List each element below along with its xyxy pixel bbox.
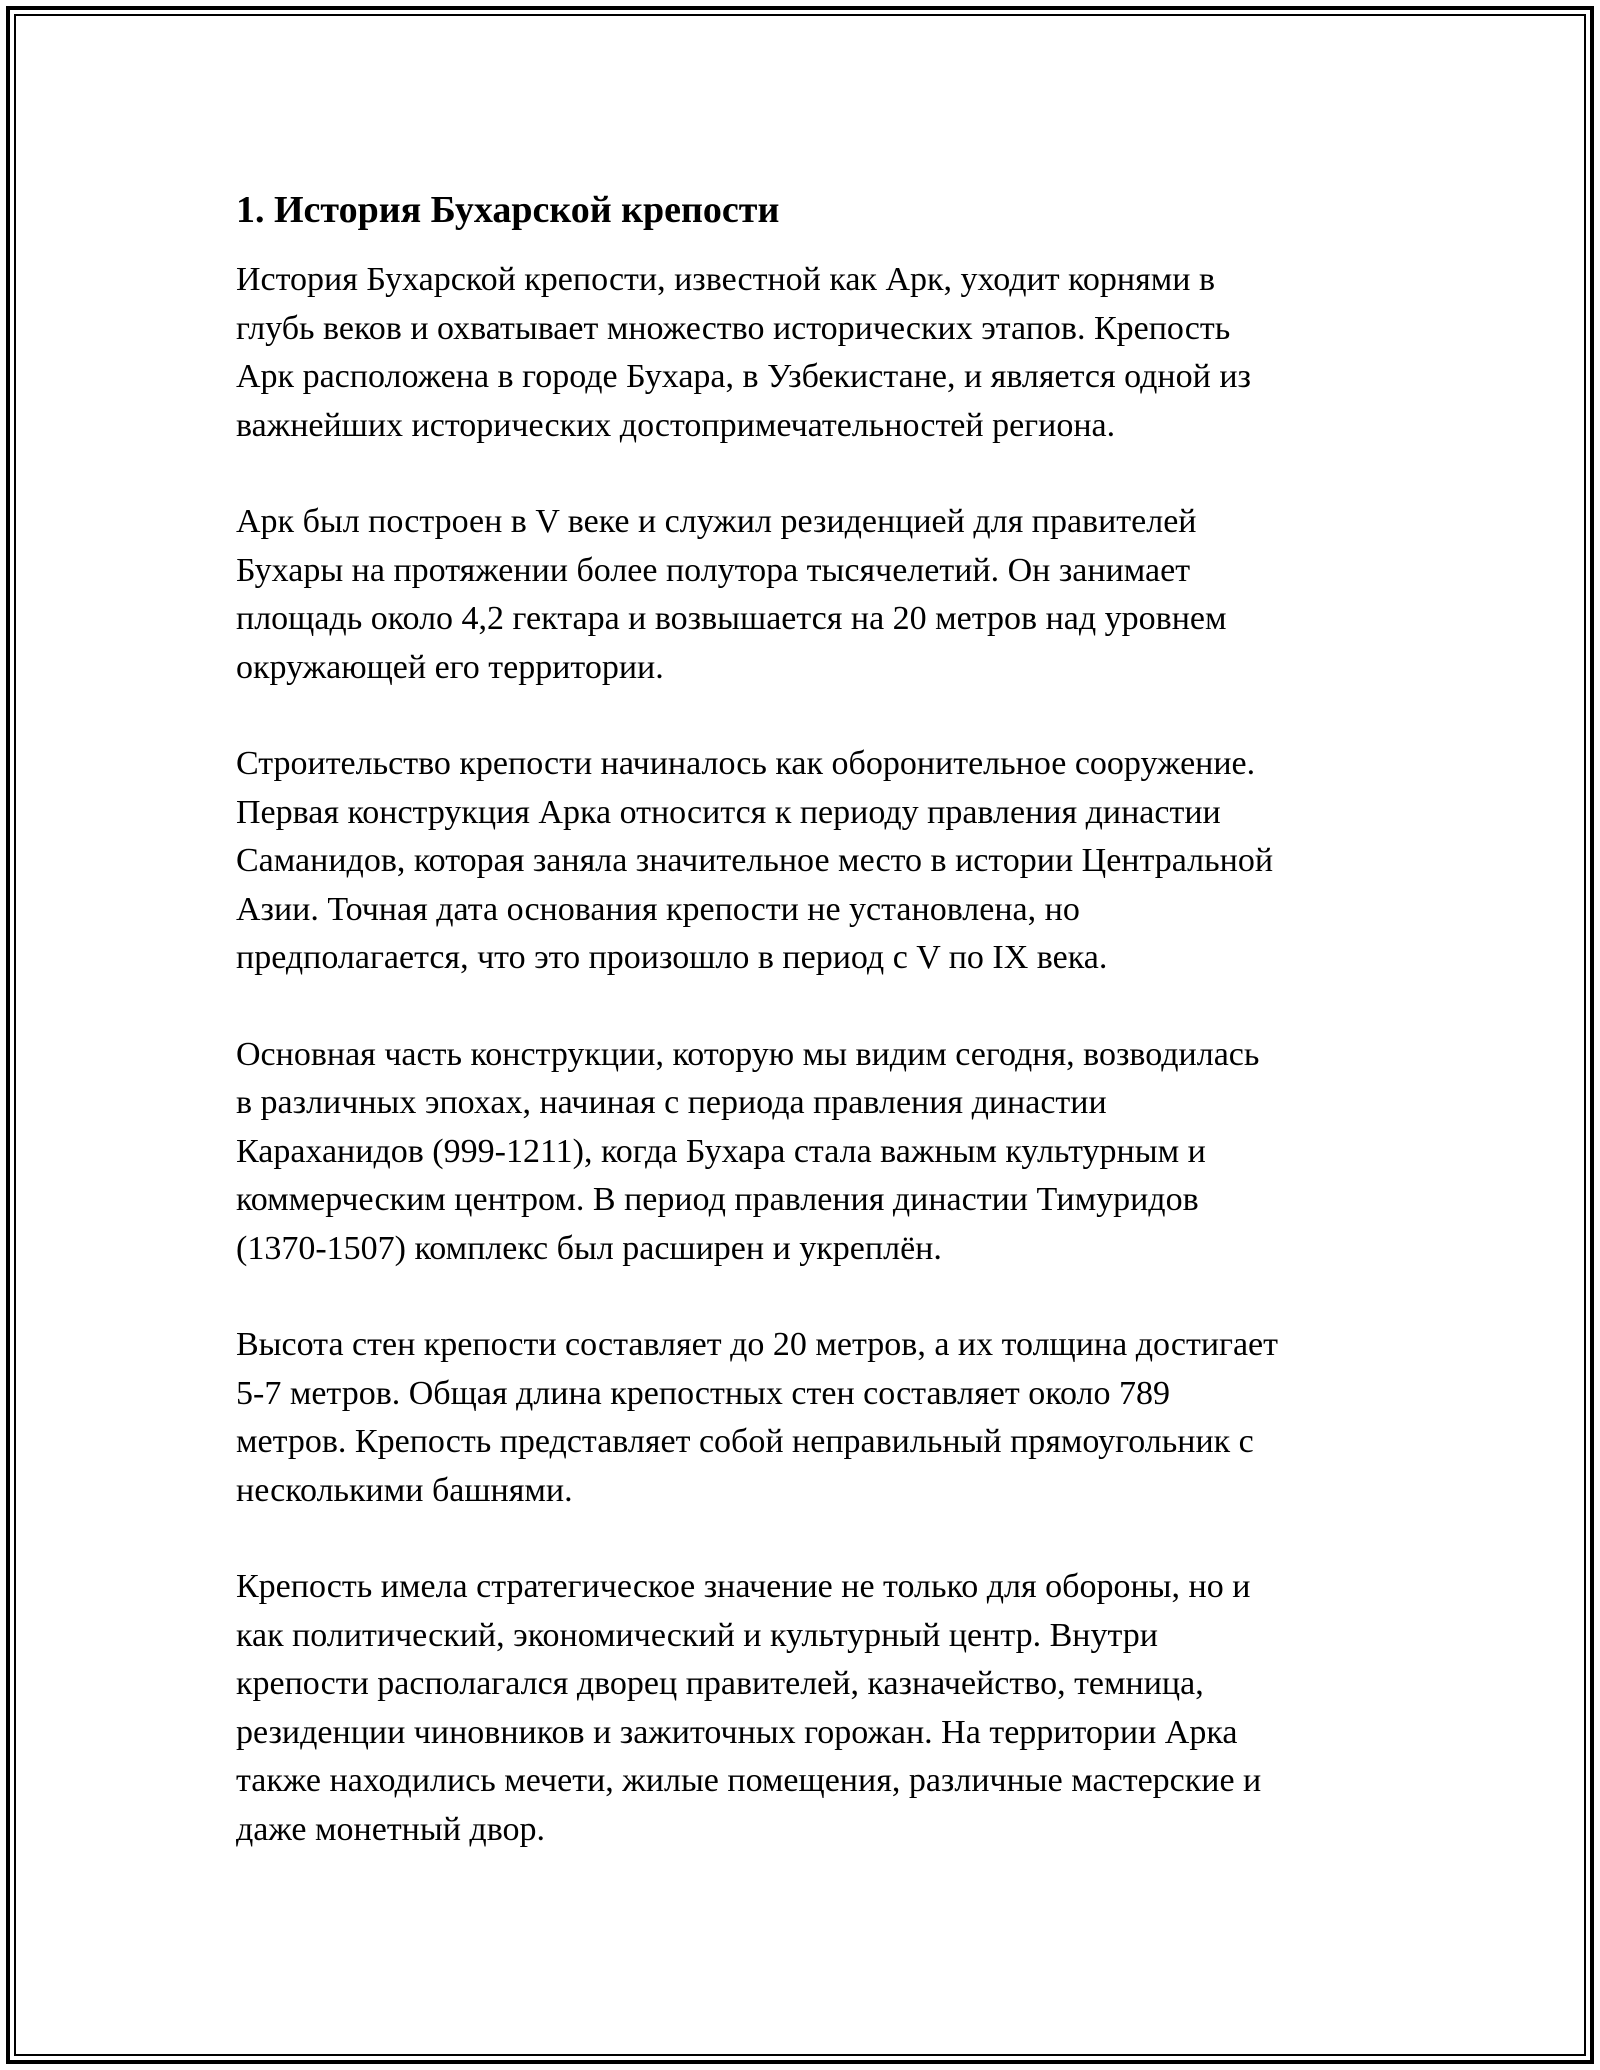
paragraph-line: Саманидов, которая заняла значительное место в истории Центральной <box>236 842 1274 879</box>
paragraph <box>236 1321 1396 1515</box>
paragraph-line: коммерческим центром. В период правления династии Тимуридов <box>236 1181 1199 1218</box>
paragraph <box>236 740 1396 983</box>
paragraph-line: Строительство крепости начиналось как оборонительное сооружение. <box>236 745 1256 782</box>
paragraph <box>236 498 1396 692</box>
paragraph-line: также находились мечети, жилые помещения, различные мастерские и <box>236 1762 1262 1799</box>
paragraph-line: Бухары на протяжении более полутора тысячелетий. Он занимает <box>236 551 1191 589</box>
section-heading: 1. История Бухарской крепости <box>236 189 780 231</box>
paragraph-line: 5-7 метров. Общая длина крепостных стен составляет около 789 <box>236 1374 1171 1412</box>
paragraph-line: предполагается, что это произошло в период с V по IX века. <box>236 939 1108 976</box>
paragraph-line: как политический, экономический и культурный центр. Внутри <box>236 1616 1158 1654</box>
paragraph <box>236 1031 1396 1274</box>
paragraph-line: Караханидов (999-1211), когда Бухара стала важным культурным и <box>236 1132 1206 1170</box>
paragraph-line: окружающей его территории. <box>236 648 664 686</box>
paragraph-line: резиденции чиновников и зажиточных горожан. На территории Арка <box>236 1713 1238 1751</box>
paragraph-line: Арк был построен в V веке и служил резиденцией для правителей <box>236 503 1197 540</box>
paragraph-line: Основная часть конструкции, которую мы видим сегодня, возводилась <box>236 1035 1260 1073</box>
paragraph-line: Первая конструкция Арка относится к периоду правления династии <box>236 793 1221 831</box>
paragraph-line: метров. Крепость представляет собой неправильный прямоугольник с <box>236 1423 1254 1460</box>
paragraph-list <box>236 256 1396 1854</box>
paragraph-line: крепости располагался дворец правителей, казначейство, темница, <box>236 1665 1204 1702</box>
paragraph-line: в различных эпохах, начиная с периода правления династии <box>236 1084 1107 1121</box>
paragraph-line: (1370-1507) комплекс был расширен и укреплён. <box>236 1229 942 1267</box>
paragraph-line: Высота стен крепости составляет до 20 метров, а их толщина достигает <box>236 1326 1278 1363</box>
paragraph-line: глубь веков и охватывает множество исторических этапов. Крепость <box>236 309 1231 347</box>
paragraph-line: даже монетный двор. <box>236 1810 546 1848</box>
paragraph-line: Азии. Точная дата основания крепости не установлена, но <box>236 890 1080 928</box>
paragraph-line: площадь около 4,2 гектара и возвышается на 20 метров над уровнем <box>236 600 1227 637</box>
paragraph-line: несколькими башнями. <box>236 1471 573 1509</box>
document-body <box>236 186 1396 1902</box>
paragraph-line: Арк расположена в городе Бухара, в Узбекистане, и является одной из <box>236 358 1251 395</box>
paragraph-line: Крепость имела стратегическое значение не только для обороны, но и <box>236 1568 1251 1605</box>
paragraph-line: важнейших исторических достопримечательностей региона. <box>236 406 1116 444</box>
paragraph <box>236 256 1396 450</box>
paragraph <box>236 1563 1396 1854</box>
paragraph-line: История Бухарской крепости, известной как Арк, уходит корнями в <box>236 261 1215 298</box>
